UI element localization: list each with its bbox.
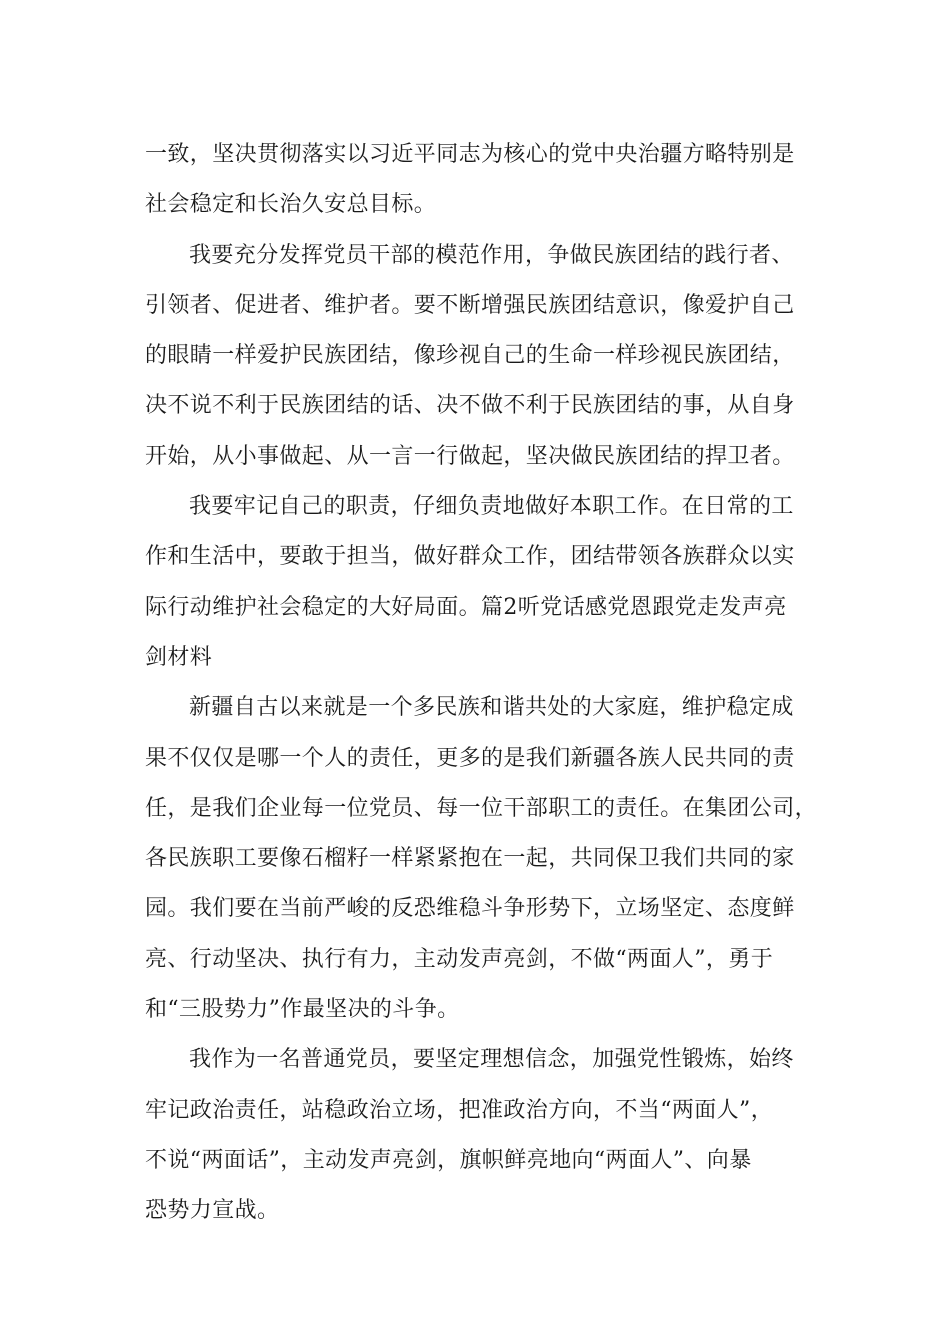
text-line: 社会稳定和长治久安总目标。 [145, 192, 437, 218]
text-line: 剑材料 [145, 644, 213, 670]
text-line: 我作为一名普通党员，要坚定理想信念，加强党性锻炼，始终 [189, 1047, 794, 1073]
text-line: 开始，从小事做起、从一言一行做起，坚决做民族团结的捍卫者。 [145, 443, 795, 469]
text-line: 新疆自古以来就是一个多民族和谐共处的大家庭，维护稳定成 [189, 695, 794, 721]
text-line: 和“三股势力”作最坚决的斗争。 [145, 997, 460, 1023]
text-line: 作和生活中，要敢于担当，做好群众工作，团结带领各族群众以实 [145, 544, 795, 570]
text-line: 我要充分发挥党员干部的模范作用，争做民族团结的践行者、 [189, 242, 794, 268]
text-line: 恐势力宣战。 [145, 1198, 280, 1224]
text-line: 际行动维护社会稳定的大好局面。篇2听党话感党恩跟党走发声亮 [145, 594, 787, 620]
document-body [145, 130, 818, 1237]
text-line: 不说“两面话”，主动发声亮剑，旗帜鲜亮地向“两面人”、向暴 [145, 1147, 752, 1173]
text-line: 果不仅仅是哪一个人的责任，更多的是我们新疆各族人民共同的责 [145, 745, 795, 771]
text-line: 任，是我们企业每一位党员、每一位干部职工的责任。在集团公司， [145, 795, 818, 821]
text-line: 引领者、促进者、维护者。要不断增强民族团结意识，像爱护自己 [145, 292, 795, 318]
text-line: 我要牢记自己的职责，仔细负责地做好本职工作。在日常的工 [189, 494, 794, 520]
text-line: 园。我们要在当前严峻的反恐维稳斗争形势下，立场坚定、态度鲜 [145, 896, 795, 922]
text-line: 牢记政治责任，站稳政治立场，把准政治方向，不当“两面人”， [145, 1097, 774, 1123]
text-line: 的眼睛一样爱护民族团结，像珍视自己的生命一样珍视民族团结， [145, 343, 795, 369]
text-line: 亮、行动坚决、执行有力，主动发声亮剑，不做“两面人”，勇于 [145, 946, 774, 972]
text-line: 决不说不利于民族团结的话、决不做不利于民族团结的事，从自身 [145, 393, 795, 419]
text-line: 各民族职工要像石榴籽一样紧紧抱在一起，共同保卫我们共同的家 [145, 846, 795, 872]
text-line: 一致，坚决贯彻落实以习近平同志为核心的党中央治疆方略特别是 [145, 142, 795, 167]
